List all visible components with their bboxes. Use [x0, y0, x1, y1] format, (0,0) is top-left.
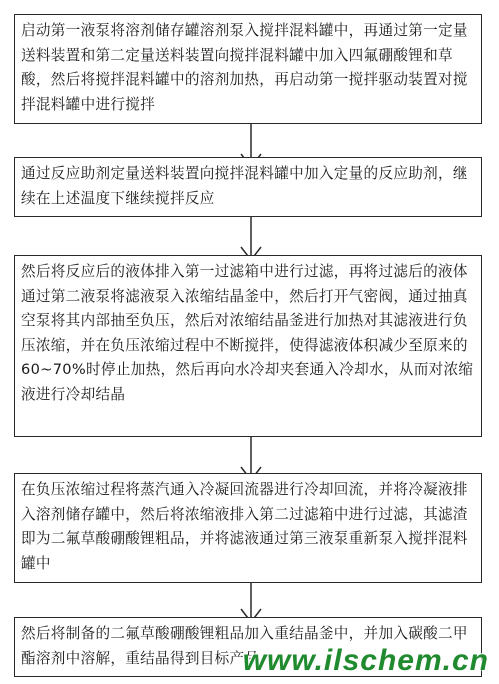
- step-box-1: [14, 14, 482, 124]
- step-text-5: 然后将制备的二氟草酸硼酸锂粗品加入重结晶釜中，并加入碳酸二甲酯溶剂中溶解，重结晶得到目标产品: [21, 625, 468, 667]
- step-text-3: 然后将反应后的液体排入第一过滤箱中进行过滤，再将过滤后的液体通过第二液泵将滤液泵入浓缩结晶釜中，然后打开气密阀，通过抽真空泵将其内部抽至负压，然后对浓缩结晶釜进行加热对其滤液进行负压浓缩，并在负压浓缩过程中不断搅拌，使得滤液体积减少至原来的60~70%时停止加热，然后再向水冷却夹套通入冷却水，从而对浓缩液进行冷却结晶: [21, 263, 474, 403]
- step-box-4: [14, 473, 482, 583]
- step-box-2: [14, 157, 482, 217]
- step-box-3: [14, 255, 482, 437]
- step-text-4: 在负压浓缩过程将蒸汽通入冷凝回流器进行冷却回流，并将冷凝液排入溶剂储存罐中，然后将浓缩液排入第二过滤箱中进行过滤，其滤渣即为二氟草酸硼酸锂粗品，并将滤液通过第三液泵重新泵入搅拌混料罐中: [21, 481, 468, 572]
- watermark: www.ilschem.cn: [242, 644, 489, 677]
- step-text-1: 启动第一液泵将溶剂储存罐溶剂泵入搅拌混料罐中，再通过第一定量送料装置和第二定量送料装置向搅拌混料罐中加入四氟硼酸锂和草酸，然后将搅拌混料罐中的溶剂加热，再启动第一搅拌驱动装置对搅拌混料罐中进行搅拌: [21, 22, 468, 113]
- step-text-2: 通过反应助剂定量送料装置向搅拌混料罐中加入定量的反应助剂，继续在上述温度下继续搅拌反应: [21, 165, 468, 207]
